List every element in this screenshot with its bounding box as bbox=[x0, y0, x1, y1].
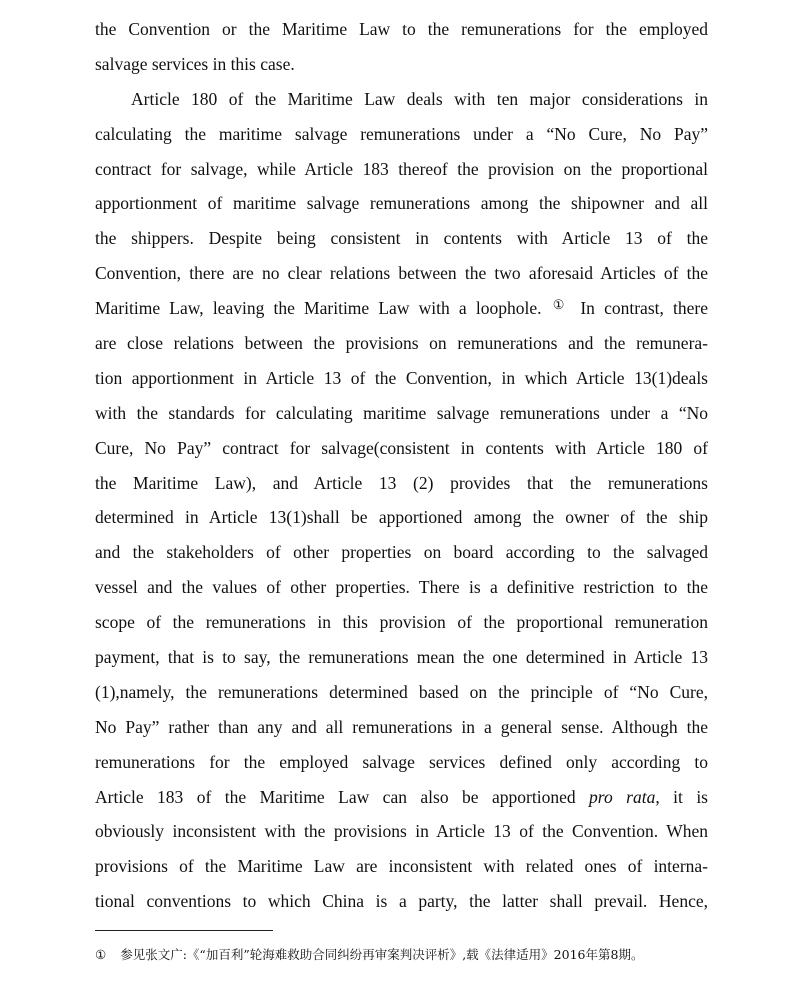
text-line: contract for salvage, while Article 183 thereof the provision on the proportional bbox=[95, 158, 708, 179]
text-line: determined in Article 13(1)shall be apportioned among the owner of the ship bbox=[95, 507, 708, 528]
text-line: (1),namely, the remunerations determined based on the principle of “No Cure, bbox=[95, 681, 708, 702]
text-segment: , it is bbox=[655, 786, 708, 807]
paragraph-start-line: Article 180 of the Maritime Law deals with ten major considerations in bbox=[131, 88, 708, 109]
footnote-reference[interactable]: ① bbox=[552, 297, 570, 313]
text-line: payment, that is to say, the remunerations mean the one determined in Article 13 bbox=[95, 647, 708, 668]
text-segment: In contrast, there bbox=[580, 298, 709, 319]
text-line: calculating the maritime salvage remunerations under a “No Cure, No Pay” bbox=[95, 123, 708, 144]
text-line bbox=[95, 291, 708, 326]
text-line: obviously inconsistent with the provisions in Article 13 of the Convention. When bbox=[95, 821, 708, 842]
footnote-mark: ① bbox=[95, 947, 107, 962]
text-line: vessel and the values of other properties. There is a definitive restriction to the bbox=[95, 577, 708, 598]
text-line: No Pay” rather than any and all remunerations in a general sense. Although the bbox=[95, 716, 708, 737]
body-text bbox=[95, 12, 708, 919]
text-segment: Maritime Law, leaving the Maritime Law with a loophole. bbox=[95, 298, 542, 319]
text-line: and the stakeholders of other properties on board according to the salvaged bbox=[95, 542, 708, 563]
text-line: the Convention or the Maritime Law to the remunerations for the employed bbox=[95, 19, 708, 39]
text-line: salvage services in this case. bbox=[95, 53, 295, 74]
text-line: the Maritime Law), and Article 13 (2) provides that the remunerations bbox=[95, 472, 708, 493]
text-line bbox=[95, 780, 708, 815]
text-line: Convention, there are no clear relations between the two aforesaid Articles of the bbox=[95, 263, 708, 284]
text-line: remunerations for the employed salvage services defined only according to bbox=[95, 751, 708, 772]
footnote-text: 参见张文广:《“加百利”轮海难救助合同纠纷再审案判决评析》,载《法律适用》2016年第8期。 bbox=[120, 947, 644, 962]
text-line: tional conventions to which China is a party, the latter shall prevail. Hence, bbox=[95, 891, 708, 912]
text-line: Cure, No Pay” contract for salvage(consistent in contents with Article 180 of bbox=[95, 437, 708, 458]
text-segment: Article 183 of the Maritime Law can also be apportioned bbox=[95, 786, 576, 807]
text-line: provisions of the Maritime Law are inconsistent with related ones of interna- bbox=[95, 856, 708, 877]
text-line: with the standards for calculating maritime salvage remunerations under a “No bbox=[95, 402, 708, 423]
footnote bbox=[95, 946, 643, 964]
text-line: tion apportionment in Article 13 of the Convention, in which Article 13(1)deals bbox=[95, 367, 708, 388]
italic-term: pro rata bbox=[589, 786, 656, 807]
footnote-divider bbox=[95, 930, 273, 931]
text-line: scope of the remunerations in this provision of the proportional remuneration bbox=[95, 612, 708, 633]
text-line: are close relations between the provisions on remunerations and the remunera- bbox=[95, 333, 708, 354]
text-line: the shippers. Despite being consistent in contents with Article 13 of the bbox=[95, 228, 708, 249]
text-line: apportionment of maritime salvage remunerations among the shipowner and all bbox=[95, 193, 708, 214]
